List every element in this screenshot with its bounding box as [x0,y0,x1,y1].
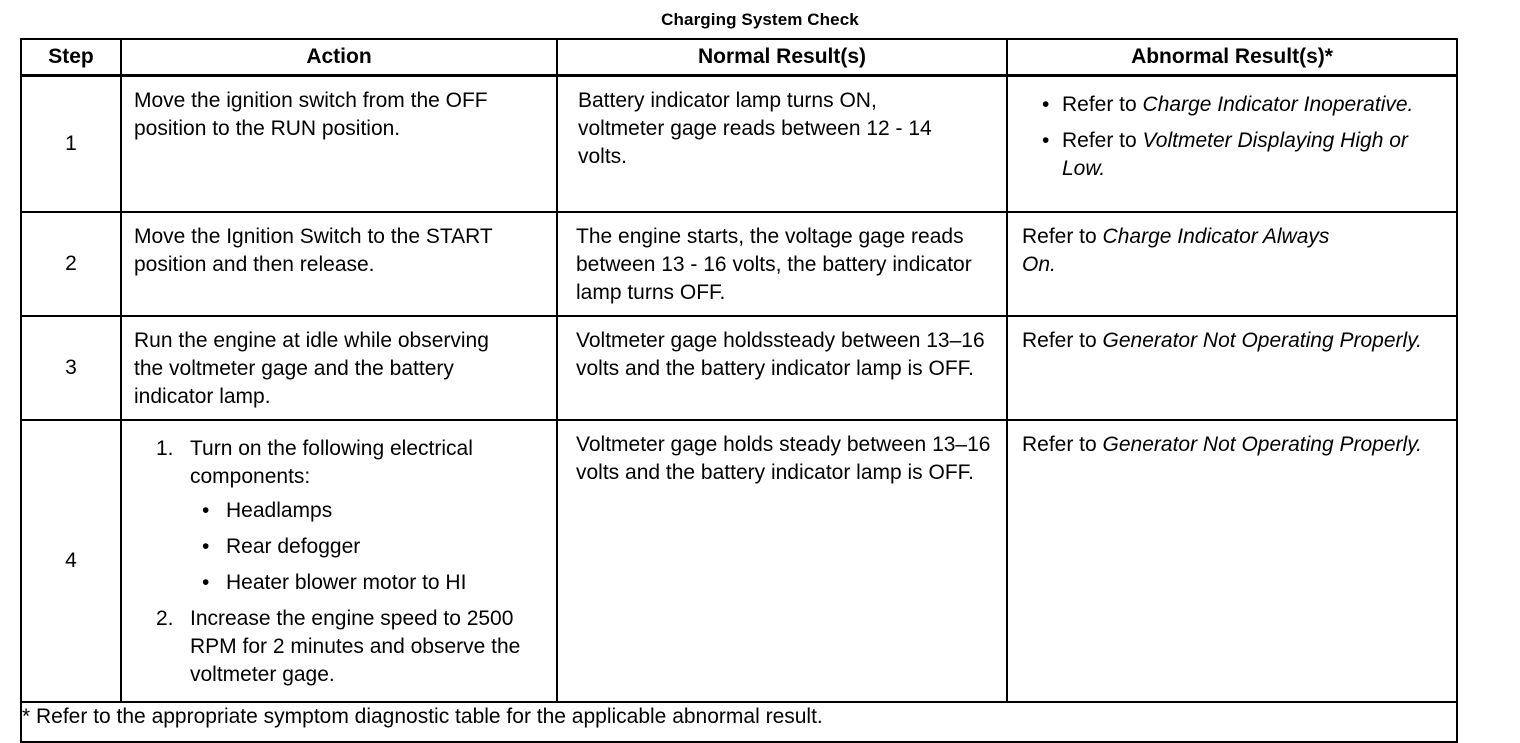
table-row [21,76,1457,212]
list-item [134,435,544,597]
table-row [21,316,1457,420]
footnote: * Refer to the appropriate symptom diagnostic table for the applicable abnormal result. [21,702,1457,742]
list-item [190,533,544,561]
abnormal-result-cell [1007,76,1457,212]
table-row [21,420,1457,702]
list-item [1022,91,1442,119]
refer-prefix: Refer to [1062,129,1143,152]
reference-link-text: Generator Not Operating Properly. [1102,328,1422,352]
step-item-number: 1. [156,436,174,460]
header-action: Action [121,39,557,76]
refer-prefix: Refer to [1022,432,1103,456]
normal-result-cell [557,316,1007,420]
charging-system-check-table [20,38,1458,743]
reference-link-text: Voltmeter Displaying High or Low. [1062,129,1408,180]
bullet-icon: • [202,498,210,522]
action-cell [121,420,557,702]
normal-result-cell [557,76,1007,212]
table-title: Charging System Check [661,10,859,29]
abnormal-result-cell [1007,212,1457,316]
list-item [190,569,544,597]
normal-result-text: The engine starts, the voltage gage reads between 13 - 16 volts, the battery indicator lamp turns OFF. [576,224,972,304]
header-row [21,39,1457,76]
reference-link-text: Generator Not Operating Properly. [1102,432,1422,456]
step-number: 2 [21,212,121,316]
abnormal-result-cell [1007,316,1457,420]
header-step: Step [21,39,121,76]
abnormal-result-list [1022,91,1442,183]
footnote-row [21,702,1457,742]
bullet-icon: • [1042,93,1050,116]
action-steps-list [134,435,544,689]
action-text: Run the engine at idle while observing the voltmeter gage and the battery indicator lamp. [134,328,489,408]
component-text: Heater blower motor to HI [226,570,467,594]
refer-prefix: Refer to [1022,328,1103,352]
normal-result-text: Voltmeter gage holdssteady between 13–16 volts and the battery indicator lamp is OFF. [576,328,985,380]
component-list [190,497,544,597]
step-item-number: 2. [156,606,174,630]
normal-result-cell [557,212,1007,316]
header-normal-results: Normal Result(s) [557,39,1007,76]
list-item [190,497,544,525]
bullet-icon: • [202,534,210,558]
normal-result-text: Battery indicator lamp turns ON, voltmeter gage reads between 12 - 14 volts. [578,89,932,168]
component-text: Headlamps [226,498,333,522]
action-text: Move the Ignition Switch to the START position and then release. [134,224,493,276]
bullet-icon: • [202,570,210,594]
step-number: 4 [21,420,121,702]
list-item [134,605,544,689]
refer-prefix: Refer to [1022,224,1103,248]
table-row [21,212,1457,316]
step-item-text: Increase the engine speed to 2500 RPM for 2 minutes and observe the voltmeter gage. [190,606,521,686]
refer-prefix: Refer to [1062,93,1143,116]
bullet-icon: • [1042,129,1050,152]
header-abnormal-results: Abnormal Result(s)* [1007,39,1457,76]
step-number: 1 [21,76,121,212]
step-item-text: Turn on the following electrical components: [190,436,473,488]
reference-link-text: Charge Indicator Always On. [1022,224,1330,276]
component-text: Rear defogger [226,534,361,558]
normal-result-text: Voltmeter gage holds steady between 13–16 volts and the battery indicator lamp is OFF. [576,432,991,484]
action-cell [121,316,557,420]
action-cell [121,212,557,316]
step-number: 3 [21,316,121,420]
abnormal-result-cell [1007,420,1457,702]
action-text: Move the ignition switch from the OFF position to the RUN position. [134,89,488,140]
normal-result-cell [557,420,1007,702]
list-item [1022,127,1442,183]
action-cell [121,76,557,212]
reference-link-text: Charge Indicator Inoperative. [1142,93,1414,116]
